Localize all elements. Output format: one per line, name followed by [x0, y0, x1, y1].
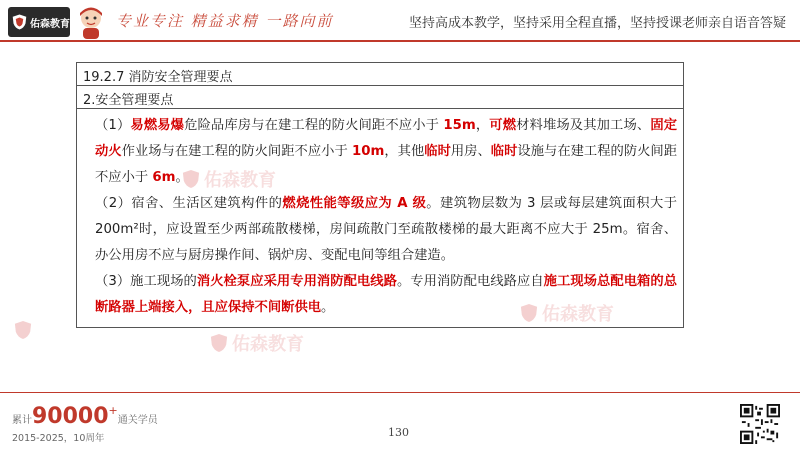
stats-prefix: 累计	[12, 415, 32, 426]
paragraph-text: ，	[475, 118, 490, 133]
paragraph	[83, 191, 677, 269]
paragraph-text: 作业场与在建工程的防火间距不应小于	[121, 144, 352, 159]
paragraph-text: 。	[175, 170, 189, 185]
watermark: 佑森教育	[182, 166, 276, 192]
paragraph-text: 用房、	[450, 144, 491, 159]
subsection-title: 2.安全管理要点	[77, 86, 683, 109]
watermark	[14, 320, 36, 340]
highlighted-text: 固定动火	[95, 118, 678, 159]
highlighted-text: 可燃	[489, 118, 517, 133]
logo-text: 佑森教育	[30, 18, 70, 30]
anniversary-text: 2015-2025，10周年	[12, 433, 105, 444]
paragraph-text: 。专用消防配电线路应自	[396, 274, 544, 289]
header-tagline: 坚持高成本教学，坚持采用全程直播，坚持授课老师亲自语音答疑	[408, 16, 786, 31]
highlighted-text: 燃烧性能等级应为 A 级	[282, 196, 427, 211]
stats-suffix: 通关学员	[117, 415, 158, 426]
content-body	[77, 109, 683, 327]
paragraph-text: 。	[321, 300, 335, 315]
watermark: 佑森教育	[210, 330, 304, 356]
paragraph-text: 。建筑物层数为 3 层或每层建筑面积大于 200m²时，应设置至少两部疏散楼梯，房间疏散门至疏散楼梯的最大距离不应大于 25m。宿舍、办公用房不应与厨房操作间、锅炉房、变配电间等组合建造。	[95, 196, 677, 263]
slogan: 专业专注 精益求精 一路向前	[116, 12, 334, 30]
paragraph-text: （2）宿舍、生活区建筑构件的	[95, 196, 283, 211]
qr-code-icon	[740, 404, 780, 444]
watermark-shield-icon	[210, 333, 228, 353]
footer-stats	[12, 404, 158, 429]
paragraph-text: ，其他	[384, 144, 425, 159]
mascot-icon	[74, 4, 108, 40]
highlighted-text: 10m	[351, 144, 385, 159]
stats-count: 90000	[32, 404, 109, 429]
highlighted-text: 临时	[490, 144, 518, 159]
stats-plus: +	[108, 404, 118, 417]
paragraph-text: 材料堆场及其加工场、	[516, 118, 651, 133]
footer-divider	[0, 392, 800, 393]
highlighted-text: 施工现场总配电箱的总断路器上端接入，且应保持不间断供电	[95, 274, 678, 315]
shield-logo-icon	[12, 11, 27, 33]
highlighted-text: 消火栓泵应采用专用消防配电线路	[196, 274, 397, 289]
paragraph-text: （1）	[95, 118, 131, 133]
highlighted-text: 临时	[424, 144, 451, 159]
header-divider	[0, 40, 800, 42]
watermark: 佑森教育	[520, 300, 614, 326]
content-table	[76, 62, 684, 328]
paragraph-text: 危险品库房与在建工程的防火间距不应小于	[184, 118, 444, 133]
section-title: 19.2.7 消防安全管理要点	[77, 63, 683, 86]
paragraph-text: （3）施工现场的	[95, 274, 197, 289]
header	[0, 0, 800, 44]
watermark-shield-icon	[14, 320, 32, 340]
paragraph-text: 设施与在建工程的防火间距不应小于	[95, 144, 678, 185]
paragraph	[83, 113, 677, 191]
page-number: 130	[388, 426, 409, 439]
highlighted-text: 易燃易爆	[130, 118, 185, 133]
highlighted-text: 6m	[152, 170, 176, 185]
brand-logo	[8, 7, 70, 37]
highlighted-text: 15m	[443, 118, 476, 133]
paragraph	[83, 269, 677, 321]
